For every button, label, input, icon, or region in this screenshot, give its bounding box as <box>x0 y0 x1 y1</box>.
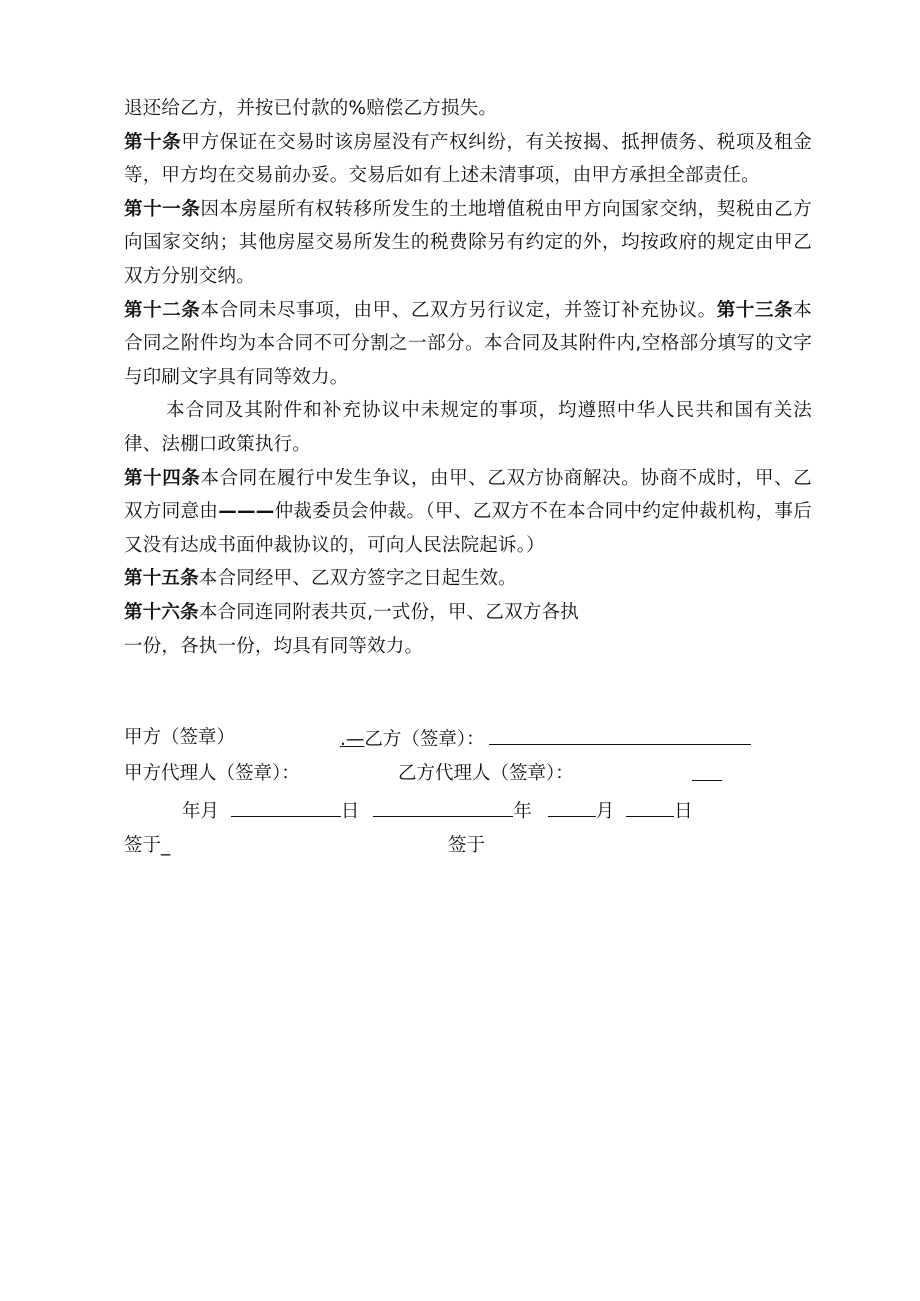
year-label-b: 年 <box>513 801 532 822</box>
day-label-b: 日 <box>674 801 693 822</box>
party-b-signature-row <box>340 726 751 752</box>
article-15 <box>124 562 812 596</box>
agent-b-signature-blank[interactable] <box>692 762 722 781</box>
article-heading: 第十五条 <box>124 568 199 590</box>
party-a-label: 甲方（签章） <box>124 727 236 748</box>
article-text: 本合同之附件均为本合同不可分割之一部分。本合同及其附件内,空格部分填写的文字与印刷文字具有同等效力。 <box>124 299 812 388</box>
article-text: 本合同经甲、乙双方签字之日起生效。 <box>198 568 517 590</box>
day-label-a: 日 <box>340 801 360 822</box>
paragraph-applicable-law <box>124 394 812 461</box>
article-10 <box>124 126 812 193</box>
article-text: 本合同连同附表共页,一式份，甲、乙双方各执 <box>198 601 579 623</box>
article-text: 因本房屋所有权转移所发生的土地增值税由甲方向国家交纳，契税由乙方向国家交纳；其他房屋交易所发生的税费除另有约定的外，均按政府的规定由甲乙双方分别交纳。 <box>124 198 812 287</box>
agent-b-signature-blank-wrap <box>692 762 722 788</box>
article-text: 仲裁委员会仲裁。（甲、乙双方不在本合同中约定仲裁机构，事后又没有达成书面仲裁协议的，可向人民法院起诉。） <box>124 501 812 556</box>
signed-at-b-label: 签于 <box>448 835 486 856</box>
article-heading: 第十六条 <box>124 601 199 623</box>
date-row <box>182 798 693 824</box>
article-text: 本合同在履行中发生争议，由甲、乙双方协商解决。协商不成时，甲、乙双方同意由 <box>124 467 812 523</box>
agent-b-signature-label <box>398 762 574 786</box>
year-label-a: 年 <box>182 801 201 822</box>
article-11 <box>124 193 812 294</box>
party-a-signature-label <box>124 726 235 750</box>
article-text-line2: 一份，各执一份，均具有同等效力。 <box>124 635 424 657</box>
day-blank-a[interactable] <box>231 798 341 817</box>
paragraph-text: 本合同及其附件和补充协议中未规定的事项，均遵照中华人民共和国有关法律、法棚口政策执行。 <box>124 400 812 455</box>
separator-mark: .— <box>340 729 365 750</box>
agent-a-signature-label <box>124 762 300 786</box>
contract-body <box>124 92 812 663</box>
article-heading: 第十条 <box>124 131 182 153</box>
agent-b-label: 乙方代理人（签章）： <box>398 763 574 784</box>
party-b-label: 乙方（签章）： <box>364 729 485 750</box>
article-text: 甲方保证在交易时该房屋没有产权纠纷，有关按揭、抵押债务、税项及租金等，甲方均在交易前办妥。交易后如有上述未清事项，由甲方承担全部责任。 <box>124 131 812 187</box>
arbitration-blank-dash: ——— <box>218 501 275 523</box>
article-heading: 第十四条 <box>124 467 201 489</box>
signed-at-a <box>124 834 170 858</box>
day-blank-b[interactable] <box>626 798 674 817</box>
article-16 <box>124 596 812 663</box>
article-heading: 第十一条 <box>124 198 201 220</box>
signed-at-b <box>448 834 485 858</box>
month-blank-b[interactable] <box>548 798 596 817</box>
year-blank-b[interactable] <box>373 798 513 817</box>
article-14 <box>124 462 812 563</box>
paragraph-text: 退还给乙方，并按已付款的%赔偿乙方损失。 <box>124 98 498 119</box>
article-12-13 <box>124 294 812 395</box>
article-heading: 第十二条 <box>124 299 201 321</box>
article-text: 本合同未尽事项，由甲、乙双方另行议定，并签订补充协议。 <box>200 299 717 321</box>
party-b-signature-blank[interactable] <box>489 726 751 745</box>
article-heading: 第十三条 <box>716 299 794 321</box>
agent-a-label: 甲方代理人（签章）： <box>124 763 300 784</box>
signed-at-a-label: 签于_ <box>124 835 171 856</box>
paragraph-refund <box>124 92 812 126</box>
month-label-b: 月 <box>595 801 615 822</box>
month-label-a: 月 <box>200 801 220 822</box>
